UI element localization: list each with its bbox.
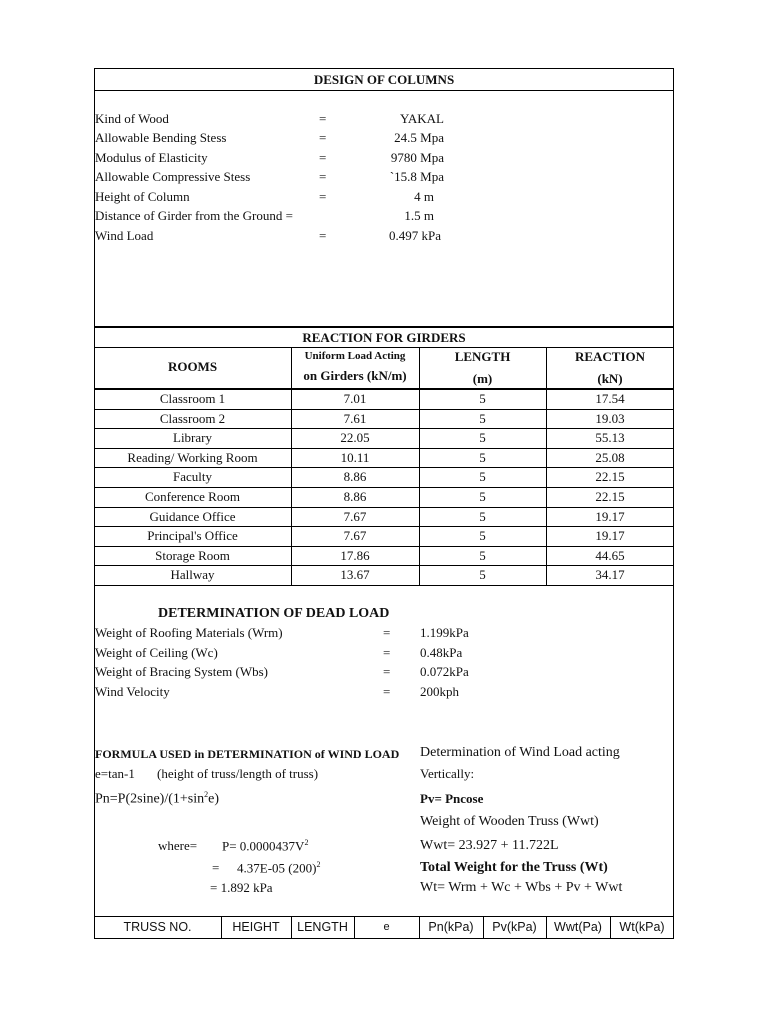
truss-header-cell: TRUSS NO. <box>123 920 192 934</box>
truss-col-divider <box>483 916 484 939</box>
uniform-load-cell: 7.67 <box>343 508 367 524</box>
property-label: Wind Load <box>95 228 154 243</box>
formula-p <box>222 838 308 854</box>
room-name-cell: Storage Room <box>155 547 230 563</box>
formula-pn-b: e) <box>208 791 220 807</box>
page-title: DESIGN OF COLUMNS <box>313 72 455 87</box>
reaction-title-divider <box>94 347 674 348</box>
uniform-load-cell: 7.67 <box>343 528 367 544</box>
reaction-cell: 17.54 <box>595 391 625 406</box>
truss-top-border <box>94 916 674 917</box>
dead-load-value: 200kph <box>420 684 459 699</box>
worksheet <box>94 68 674 939</box>
header-rooms: ROOMS <box>167 359 218 374</box>
truss-col-divider <box>221 916 222 939</box>
header-reaction-unit: (kN) <box>597 371 623 386</box>
dead-load-value: 1.199kPa <box>420 625 469 640</box>
reaction-cell: 44.65 <box>595 547 625 563</box>
dead-load-equals: = <box>383 664 391 679</box>
formula-p3: = 1.892 kPa <box>210 880 273 895</box>
truss-header-cell: LENGTH <box>297 920 348 934</box>
dead-load-value: 0.072kPa <box>420 664 469 679</box>
property-equals: = <box>319 150 327 165</box>
row-divider <box>94 507 674 508</box>
property-value: YAKAL <box>399 111 444 126</box>
room-name-cell: Faculty <box>173 469 212 485</box>
property-equals: = <box>319 169 327 184</box>
dead-load-equals: = <box>383 684 391 699</box>
formula-p2-equals: = <box>212 860 220 875</box>
header-uniform-unit: on Girders (kN/m) <box>303 368 407 383</box>
dead-load-label: Weight of Ceiling (Wc) <box>95 645 218 660</box>
truss-header-cell: e <box>383 921 390 933</box>
length-cell: 5 <box>479 469 486 485</box>
truss-header-cell: Pv(kPa) <box>492 920 537 934</box>
property-value: 1.5 m <box>404 208 434 223</box>
formula-heading: FORMULA USED in DETERMINATION of WIND LOAD <box>95 747 400 761</box>
uniform-load-cell: 7.01 <box>343 391 367 406</box>
property-value: 9780 Mpa <box>390 150 444 165</box>
property-label: Kind of Wood <box>95 111 169 126</box>
truss-col-divider <box>610 916 611 939</box>
length-cell: 5 <box>479 449 486 465</box>
length-cell: 5 <box>479 528 486 544</box>
dead-load-equals: = <box>383 625 391 640</box>
reaction-cell: 19.17 <box>595 528 625 544</box>
formula-p2-sup: 2 <box>316 860 321 869</box>
formula-p2-a: 4.37E-05 (200) <box>237 860 317 876</box>
dead-load-title: DETERMINATION OF DEAD LOAD <box>158 606 390 621</box>
uniform-load-cell: 7.61 <box>343 410 367 426</box>
reaction-cell: 55.13 <box>595 430 625 446</box>
formula-pn-a: Pn=P(2sine)/(1+sin <box>95 791 205 807</box>
length-cell: 5 <box>479 508 486 524</box>
row-divider <box>94 428 674 429</box>
reaction-cell: 19.03 <box>595 410 625 426</box>
formula-p2 <box>237 860 320 876</box>
truss-col-divider <box>354 916 355 939</box>
property-value: 0.497 kPa <box>389 228 441 243</box>
truss-header-cell: HEIGHT <box>232 920 280 934</box>
header-reaction: REACTION <box>574 349 646 364</box>
truss-header-cell: Pn(kPa) <box>428 920 474 934</box>
total-weight-formula: Wt= Wrm + Wc + Wbs + Pv + Wwt <box>420 880 623 895</box>
row-divider <box>94 448 674 449</box>
reaction-cell: 22.15 <box>595 489 625 504</box>
property-equals: = <box>319 111 327 126</box>
property-value: `15.8 Mpa <box>389 169 444 184</box>
reaction-cell: 25.08 <box>595 449 625 465</box>
formula-p-sup: 2 <box>304 838 309 847</box>
formula-theta: e=tan-1 <box>95 766 135 781</box>
property-label: Allowable Compressive Stess <box>95 169 251 184</box>
vertical-wind-heading: Determination of Wind Load acting <box>420 745 620 760</box>
room-name-cell: Classroom 1 <box>159 391 226 406</box>
property-value: 4 m <box>414 189 434 204</box>
formula-p-a: P= 0.0000437V <box>222 838 305 854</box>
formula-pn-sup: 2 <box>204 790 209 799</box>
dead-load-label: Weight of Bracing System (Wbs) <box>95 664 268 679</box>
truss-col-divider <box>546 916 547 939</box>
reaction-bottom-border <box>94 585 674 586</box>
room-name-cell: Guidance Office <box>149 508 236 524</box>
property-label: Distance of Girder from the Ground = <box>95 208 293 223</box>
dead-load-value: 0.48kPa <box>420 645 463 660</box>
row-divider <box>94 467 674 468</box>
dead-load-label: Weight of Roofing Materials (Wrm) <box>95 625 283 640</box>
uniform-load-cell: 8.86 <box>343 469 367 485</box>
dead-load-label: Wind Velocity <box>95 684 170 699</box>
formula-where: where= <box>158 838 198 853</box>
uniform-load-cell: 10.11 <box>340 449 370 465</box>
row-divider <box>94 565 674 566</box>
header-length-unit: (m) <box>472 371 493 386</box>
property-label: Height of Column <box>95 189 190 204</box>
header-uniform-load: Uniform Load Acting <box>304 350 406 362</box>
vertical-wind-heading-2: Vertically: <box>420 766 475 781</box>
wwt-formula: Wwt= 23.927 + 11.722L <box>420 838 559 853</box>
reaction-cell: 19.17 <box>595 508 625 524</box>
title-divider <box>94 90 674 91</box>
uniform-load-cell: 17.86 <box>340 547 370 563</box>
length-cell: 5 <box>479 489 486 504</box>
property-equals: = <box>319 189 327 204</box>
room-name-cell: Reading/ Working Room <box>127 449 258 465</box>
room-name-cell: Library <box>173 430 212 446</box>
length-cell: 5 <box>479 410 486 426</box>
length-cell: 5 <box>479 567 486 583</box>
row-divider <box>94 526 674 527</box>
uniform-load-cell: 13.67 <box>340 567 370 583</box>
reaction-title: REACTION FOR GIRDERS <box>302 330 466 345</box>
wwt-label: Weight of Wooden Truss (Wwt) <box>420 814 599 829</box>
room-name-cell: Hallway <box>170 567 215 583</box>
row-divider <box>94 546 674 547</box>
length-cell: 5 <box>479 391 486 406</box>
reaction-cell: 34.17 <box>595 567 625 583</box>
truss-col-divider <box>291 916 292 939</box>
property-label: Modulus of Elasticity <box>95 150 208 165</box>
dead-load-equals: = <box>383 645 391 660</box>
formula-theta-note: (height of truss/length of truss) <box>157 766 319 781</box>
property-value: 24.5 Mpa <box>394 130 444 145</box>
total-weight-label: Total Weight for the Truss (Wt) <box>420 860 608 875</box>
room-name-cell: Conference Room <box>145 489 240 504</box>
truss-header-cell: Wt(kPa) <box>619 920 665 934</box>
length-cell: 5 <box>479 547 486 563</box>
formula-pn <box>95 790 219 808</box>
property-equals: = <box>319 228 327 243</box>
reaction-top-border <box>94 326 674 328</box>
row-divider <box>94 487 674 488</box>
pv-formula: Pv= Pncose <box>420 791 484 806</box>
room-name-cell: Classroom 2 <box>159 410 226 426</box>
uniform-load-cell: 22.05 <box>340 430 370 446</box>
property-label: Allowable Bending Stess <box>95 130 227 145</box>
header-length: LENGTH <box>454 349 511 364</box>
property-equals: = <box>319 130 327 145</box>
row-divider <box>94 409 674 410</box>
truss-col-divider <box>419 916 420 939</box>
room-name-cell: Principal's Office <box>147 528 238 544</box>
length-cell: 5 <box>479 430 486 446</box>
uniform-load-cell: 8.86 <box>343 489 367 504</box>
reaction-cell: 22.15 <box>595 469 625 485</box>
truss-header-cell: Wwt(Pa) <box>554 920 602 934</box>
